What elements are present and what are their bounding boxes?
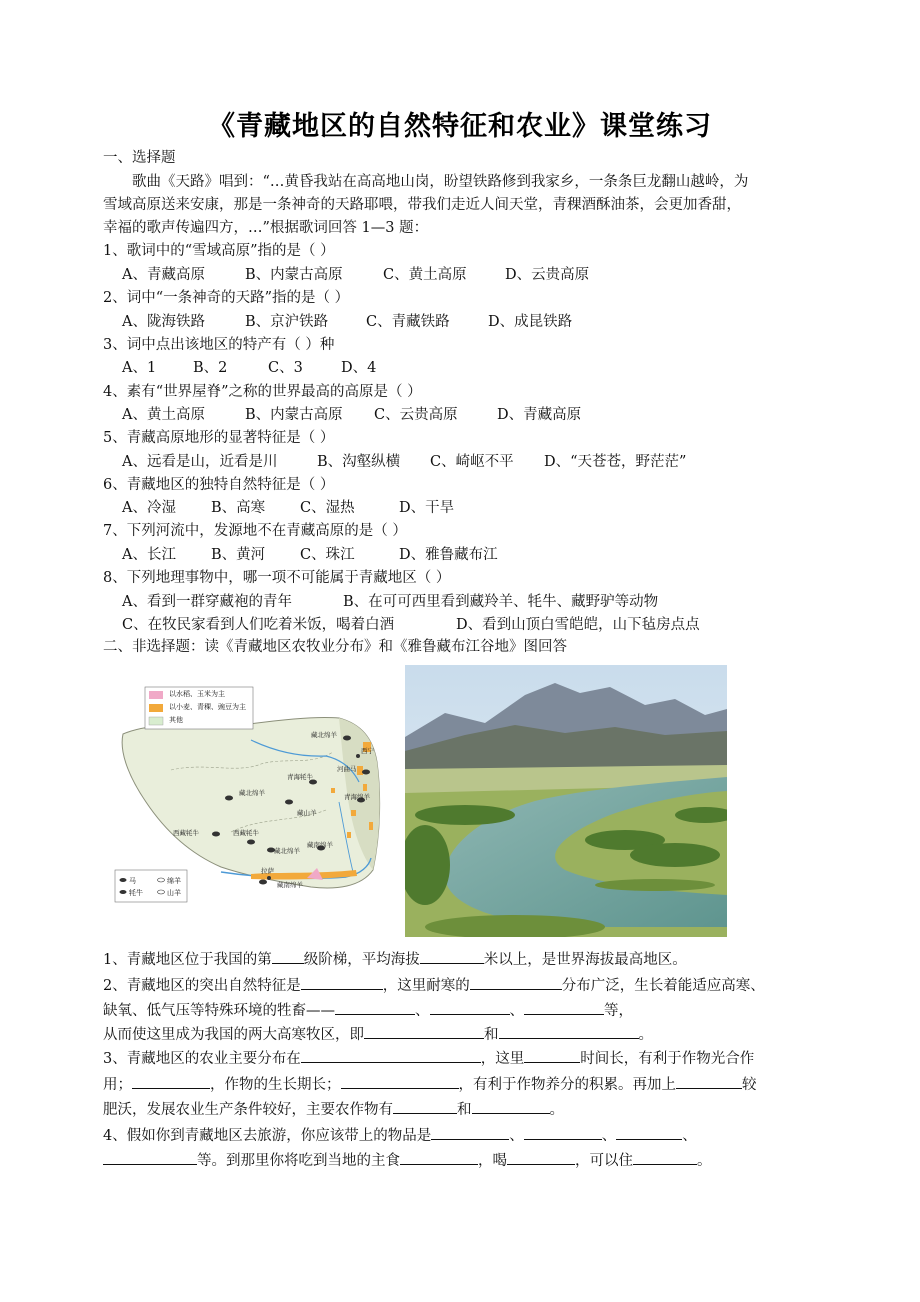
- q8-option-a: A、看到一群穿藏袍的青年: [122, 594, 292, 610]
- map-label-xining: 西宁: [361, 747, 374, 755]
- map-label: 河曲马: [337, 765, 357, 773]
- question-1: 1、歌词中的“雪域高原”指的是（ ）: [103, 243, 335, 259]
- question-4: 4、素有“世界屋脊”之称的世界最高的高原是（ ）: [103, 384, 422, 400]
- fill-question-3-line3: 肥沃，发展农业生产条件较好，主要农作物有 和 。: [103, 1099, 564, 1121]
- blank-q3-crop-1[interactable]: [393, 1099, 457, 1114]
- legend-swatch-other: [149, 717, 163, 725]
- legend-swatch-wheat: [149, 704, 163, 712]
- intro-line-2: 雪域高原送来安康，那是一条神奇的天路耶喂，带我们走近人间天堂，青稞酒酥油茶，会更加香甜，: [103, 197, 741, 213]
- fill-question-2-line3: 从而使这里成为我国的两大高寒牧区，即 和 。: [103, 1024, 653, 1046]
- blank-q1-ladder[interactable]: [272, 949, 304, 964]
- q7-option-b: B、黄河: [211, 547, 266, 563]
- blank-q3-soil[interactable]: [676, 1074, 742, 1089]
- q2-option-d: D、成昆铁路: [488, 314, 573, 330]
- valley-photo-graphic: [405, 665, 727, 937]
- blank-q2-animal-3[interactable]: [524, 1000, 604, 1015]
- blank-q3-region[interactable]: [301, 1048, 481, 1063]
- agriculture-distribution-map: [111, 682, 387, 910]
- legend-swatch-rice: [149, 691, 163, 699]
- q6-option-b: B、高寒: [211, 500, 266, 516]
- question-2: 2、词中“一条神奇的天路”指的是（ ）: [103, 290, 350, 306]
- question-5: 5、青藏高原地形的显著特征是（ ）: [103, 430, 335, 446]
- question-8: 8、下列地理事物中，哪一项不可能属于青藏地区（ ）: [103, 570, 451, 586]
- intro-line-1: 歌曲《天路》唱到：“…黄昏我站在高高地山岗，盼望铁路修到我家乡，一条条巨龙翻山越岭，为: [132, 174, 749, 190]
- animal-legend-horse: 马: [129, 877, 136, 885]
- legend-label-other: 其他: [169, 716, 183, 724]
- q5-option-a: A、远看是山，近看是川: [122, 454, 278, 470]
- q5-option-b: B、沟壑纵横: [317, 454, 401, 470]
- fill-question-4-line1: 4、假如你到青藏地区去旅游，你应该带上的物品是 、 、 、: [103, 1125, 697, 1147]
- q4-option-b: B、内蒙古高原: [245, 407, 343, 423]
- animal-legend-yak: 牦牛: [129, 889, 143, 897]
- q8-option-c: C、在牧民家看到人们吃着米饭，喝着白酒: [122, 617, 395, 633]
- q4-option-a: A、黄土高原: [122, 407, 205, 423]
- blank-q1-altitude[interactable]: [420, 949, 484, 964]
- q1-option-b: B、内蒙古高原: [245, 267, 343, 283]
- blank-q4-drink[interactable]: [507, 1150, 575, 1165]
- question-6: 6、青藏地区的独特自然特征是（ ）: [103, 477, 335, 493]
- map-label: 藏北绵羊: [311, 731, 337, 739]
- blank-q2-pasture-2[interactable]: [499, 1024, 639, 1039]
- map-label-lhasa: 拉萨: [261, 867, 274, 875]
- q5-option-d: D、“天苍苍，野茫茫”: [544, 454, 687, 470]
- farmland-patch: [369, 822, 373, 830]
- blank-q4-item-2[interactable]: [524, 1125, 602, 1140]
- farmland-patch: [351, 810, 356, 816]
- blank-q4-item-4[interactable]: [103, 1150, 197, 1165]
- blank-q3-condition-1[interactable]: [132, 1074, 210, 1089]
- q2-option-c: C、青藏铁路: [366, 314, 450, 330]
- q2-option-b: B、京沪铁路: [245, 314, 329, 330]
- blank-q2-animal-1[interactable]: [335, 1000, 415, 1015]
- q7-option-a: A、长江: [122, 547, 176, 563]
- map-label: 藏山羊: [297, 809, 317, 817]
- blank-q3-condition-2[interactable]: [341, 1074, 459, 1089]
- q6-option-c: C、湿热: [300, 500, 355, 516]
- map-label: 藏南绵羊: [277, 881, 303, 889]
- map-label: 藏南绵羊: [307, 841, 333, 849]
- farmland-patch: [357, 766, 363, 775]
- section1-heading: 一、选择题: [103, 150, 176, 166]
- fill-question-3-line1: 3、青藏地区的农业主要分布在 ，这里 时间长，有利于作物光合作: [103, 1048, 754, 1070]
- q3-option-d: D、4: [341, 360, 377, 376]
- q2-option-a: A、陇海铁路: [122, 314, 205, 330]
- q3-option-b: B、2: [193, 360, 228, 376]
- q7-option-d: D、雅鲁藏布江: [399, 547, 498, 563]
- blank-q4-staple-food[interactable]: [400, 1150, 478, 1165]
- q3-option-c: C、3: [268, 360, 303, 376]
- map-label: 藏北绵羊: [274, 847, 300, 855]
- q4-option-c: C、云贵高原: [374, 407, 458, 423]
- blank-q3-crop-2[interactable]: [472, 1099, 550, 1114]
- map-label: 藏北绵羊: [239, 789, 265, 797]
- yarlung-valley-photo: [405, 665, 727, 937]
- city-dot-lhasa: [267, 876, 271, 880]
- intro-line-3: 幸福的歌声传遍四方，…”根据歌词回答 1—3 题：: [103, 220, 429, 236]
- legend-label-rice: 以水稻、玉米为主: [169, 690, 225, 698]
- q7-option-c: C、珠江: [300, 547, 355, 563]
- animal-legend-goat: 山羊: [167, 889, 181, 897]
- q8-option-b: B、在可可西里看到藏羚羊、牦牛、藏野驴等动物: [343, 594, 659, 610]
- question-7: 7、下列河流中，发源地不在青藏高原的是（ ）: [103, 523, 407, 539]
- q3-option-a: A、1: [122, 360, 157, 376]
- blank-q2-grass[interactable]: [470, 975, 562, 990]
- map-label: 青海绵羊: [344, 793, 370, 801]
- page-title: 《青藏地区的自然特征和农业》课堂练习: [208, 111, 712, 142]
- fill-question-4-line2: 等。到那里你将吃到当地的主食 ，喝 ，可以住 。: [103, 1150, 712, 1172]
- question-3: 3、词中点出该地区的特产有（ ）种: [103, 337, 335, 353]
- q4-option-d: D、青藏高原: [497, 407, 582, 423]
- q8-option-d: D、看到山顶白雪皑皑，山下毡房点点: [456, 617, 700, 633]
- blank-q4-item-3[interactable]: [616, 1125, 682, 1140]
- blank-q4-item-1[interactable]: [431, 1125, 509, 1140]
- section2-heading: 二、非选择题：读《青藏地区农牧业分布》和《雅鲁藏布江谷地》图回答: [103, 639, 567, 655]
- blank-q2-animal-2[interactable]: [430, 1000, 510, 1015]
- blank-q2-pasture-1[interactable]: [364, 1024, 484, 1039]
- fill-question-3-line2: 用； ，作物的生长期长； ，有利于作物养分的积累。再加上 较: [103, 1074, 757, 1096]
- animal-legend-sheep: 绵羊: [167, 877, 181, 885]
- q5-option-c: C、崎岖不平: [430, 454, 514, 470]
- q1-option-a: A、青藏高原: [122, 267, 205, 283]
- city-dot-xining: [356, 754, 360, 758]
- legend-label-wheat: 以小麦、青稞、豌豆为主: [169, 703, 246, 711]
- blank-q4-housing[interactable]: [633, 1150, 697, 1165]
- map-label: 西藏牦牛: [173, 829, 199, 837]
- q1-option-c: C、黄土高原: [383, 267, 467, 283]
- fill-question-2-line2: 缺氧、低气压等特殊环境的牲畜—— 、 、 等，: [103, 1000, 633, 1022]
- map-label: 青海牦牛: [287, 773, 313, 781]
- fill-question-1: 1、青藏地区位于我国的第 级阶梯，平均海拔 米以上，是世界海拔最高地区。: [103, 949, 687, 971]
- blank-q2-feature[interactable]: [301, 975, 383, 990]
- farmland-patch: [331, 788, 335, 793]
- q1-option-d: D、云贵高原: [505, 267, 590, 283]
- map-label: 西藏牦牛: [233, 829, 259, 837]
- farmland-patch: [363, 784, 367, 791]
- farmland-patch: [347, 832, 351, 838]
- blank-q3-sunshine[interactable]: [524, 1048, 580, 1063]
- q6-option-a: A、冷湿: [122, 500, 176, 516]
- q6-option-d: D、干旱: [399, 500, 455, 516]
- fill-question-2-line1: 2、青藏地区的突出自然特征是 ，这里耐寒的 分布广泛，生长着能适应高寒、: [103, 975, 765, 997]
